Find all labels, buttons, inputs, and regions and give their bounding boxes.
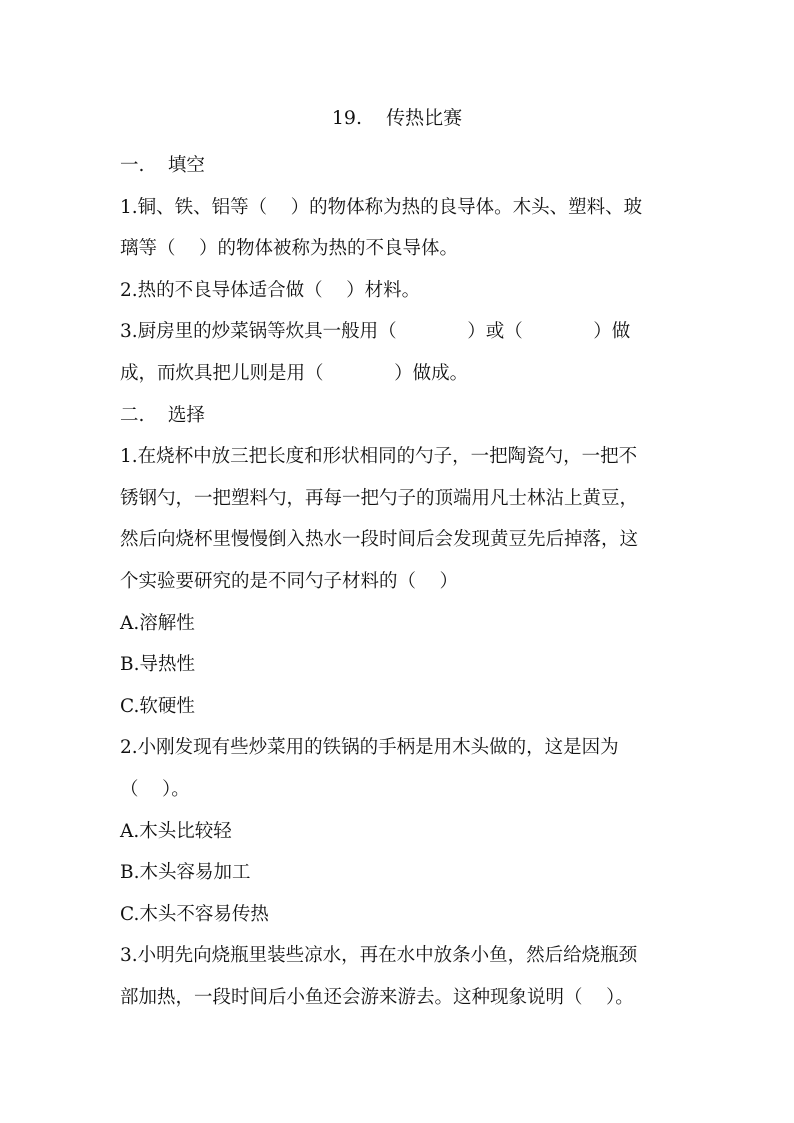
choice-question-3-line-2: 部加热，一段时间后小鱼还会游来游去。这种现象说明（ ）。: [120, 986, 634, 1008]
choice-question-1-line-1: 1.在烧杯中放三把长度和形状相同的勺子，一把陶瓷勺，一把不: [120, 446, 638, 468]
choice-question-1-option-b: B.导热性: [120, 654, 195, 676]
choice-question-3-line-1: 3.小明先向烧瓶里装些凉水，再在水中放条小鱼，然后给烧瓶颈: [120, 945, 638, 967]
fill-question-1-line-2: 璃等（ ）的物体被称为热的不良导体。: [120, 238, 459, 260]
fill-question-3-line-1: 3.厨房里的炒菜锅等炊具一般用（ ）或（ ）做: [120, 321, 631, 343]
choice-question-1-option-c: C.软硬性: [120, 695, 195, 717]
choice-question-2-line-2: （ ）。: [120, 778, 190, 800]
page-title: 19. 传热比赛: [331, 107, 463, 129]
choice-question-2-line-1: 2.小刚发现有些炒菜用的铁锅的手柄是用木头做的，这是因为: [120, 737, 619, 759]
fill-question-1-line-1: 1.铜、铁、铝等（ ）的物体称为热的良导体。木头、塑料、玻: [120, 196, 643, 218]
fill-question-2: 2.热的不良导体适合做（ ）材料。: [120, 279, 421, 301]
choice-question-2-option-a: A.木头比较轻: [120, 820, 232, 842]
choice-question-2-option-b: B.木头容易加工: [120, 862, 251, 884]
choice-question-1-line-2: 锈钢勺，一把塑料勺，再每一把勺子的顶端用凡士林沾上黄豆，: [120, 487, 639, 509]
section-heading-choice: 二. 选择: [120, 404, 205, 426]
section-heading-fill-blank: 一. 填空: [120, 155, 205, 176]
fill-question-3-line-2: 成，而炊具把儿则是用（ ）做成。: [120, 362, 469, 384]
choice-question-1-line-4: 个实验要研究的是不同勺子材料的（ ）: [120, 570, 459, 592]
worksheet-content: [120, 145, 680, 1018]
choice-question-2-option-c: C.木头不容易传热: [120, 903, 269, 925]
choice-question-1-line-3: 然后向烧杯里慢慢倒入热水一段时间后会发现黄豆先后掉落，这: [120, 529, 639, 551]
choice-question-1-option-a: A.溶解性: [120, 612, 195, 634]
